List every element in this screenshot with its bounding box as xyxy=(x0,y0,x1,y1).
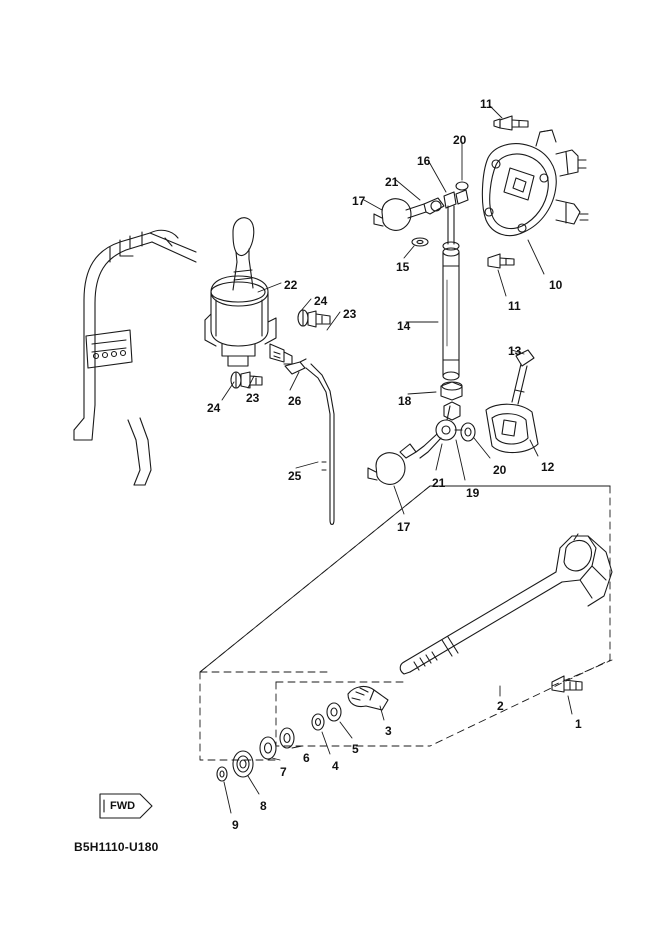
callout-17-upper: 17 xyxy=(352,194,366,208)
callout-23-upper: 23 xyxy=(343,307,357,321)
callout-25: 25 xyxy=(288,469,302,483)
clip-4 xyxy=(312,714,324,730)
callout-17-lower: 17 xyxy=(397,520,411,534)
bolt-11-lower xyxy=(488,254,514,268)
callout-6: 6 xyxy=(303,751,310,765)
diagram-code-label: B5H1110-U180 xyxy=(74,840,159,854)
washer-15 xyxy=(412,238,428,246)
callout-21-lower: 21 xyxy=(432,476,446,490)
callout-9: 9 xyxy=(232,818,239,832)
washer-6 xyxy=(280,728,294,748)
callout-3: 3 xyxy=(385,724,392,738)
joint-group-lower xyxy=(368,402,538,484)
clip-9 xyxy=(217,767,227,781)
fwd-direction-label: FWD xyxy=(110,800,136,812)
callout-2: 2 xyxy=(497,699,504,713)
shift-rod-25 xyxy=(296,364,334,525)
callout-20-lower: 20 xyxy=(493,463,507,477)
bolt-11-top xyxy=(494,116,528,130)
callout-26: 26 xyxy=(288,394,302,408)
leader-lines-lower xyxy=(224,660,612,813)
callout-23-lower: 23 xyxy=(246,391,260,405)
callout-13: 13 xyxy=(508,344,522,358)
callout-15: 15 xyxy=(396,260,410,274)
callout-24-lower: 24 xyxy=(207,401,221,415)
callout-11-lower: 11 xyxy=(508,299,521,313)
callout-10: 10 xyxy=(549,278,563,292)
callout-14: 14 xyxy=(397,319,411,333)
washer-5 xyxy=(327,703,341,721)
rod-14 xyxy=(443,248,459,380)
callout-20-upper: 20 xyxy=(453,133,467,147)
callout-16: 16 xyxy=(417,154,431,168)
callout-8: 8 xyxy=(260,799,267,813)
callout-5: 5 xyxy=(352,742,359,756)
fastener-group-left xyxy=(231,372,262,388)
callout-12: 12 xyxy=(541,460,555,474)
lever-3 xyxy=(348,687,388,710)
callout-21-upper: 21 xyxy=(385,175,399,189)
callout-1: 1 xyxy=(575,717,582,731)
upper-bracket-assembly xyxy=(482,130,588,236)
callout-11-top: 11 xyxy=(480,97,493,111)
console-frame xyxy=(74,230,196,485)
callout-18: 18 xyxy=(398,394,412,408)
shift-shaft-assembly xyxy=(400,534,612,674)
callout-19: 19 xyxy=(466,486,480,500)
callout-22: 22 xyxy=(284,278,298,292)
bolt-13 xyxy=(512,350,534,404)
fastener-group-right xyxy=(298,310,330,327)
callout-7: 7 xyxy=(280,765,287,779)
nut-18 xyxy=(441,382,462,400)
callout-4: 4 xyxy=(332,759,339,773)
callout-24-upper: 24 xyxy=(314,294,328,308)
seal-8 xyxy=(233,751,253,777)
washer-7 xyxy=(260,737,276,759)
shift-control-box xyxy=(205,218,306,374)
joint-group-upper xyxy=(374,182,468,250)
